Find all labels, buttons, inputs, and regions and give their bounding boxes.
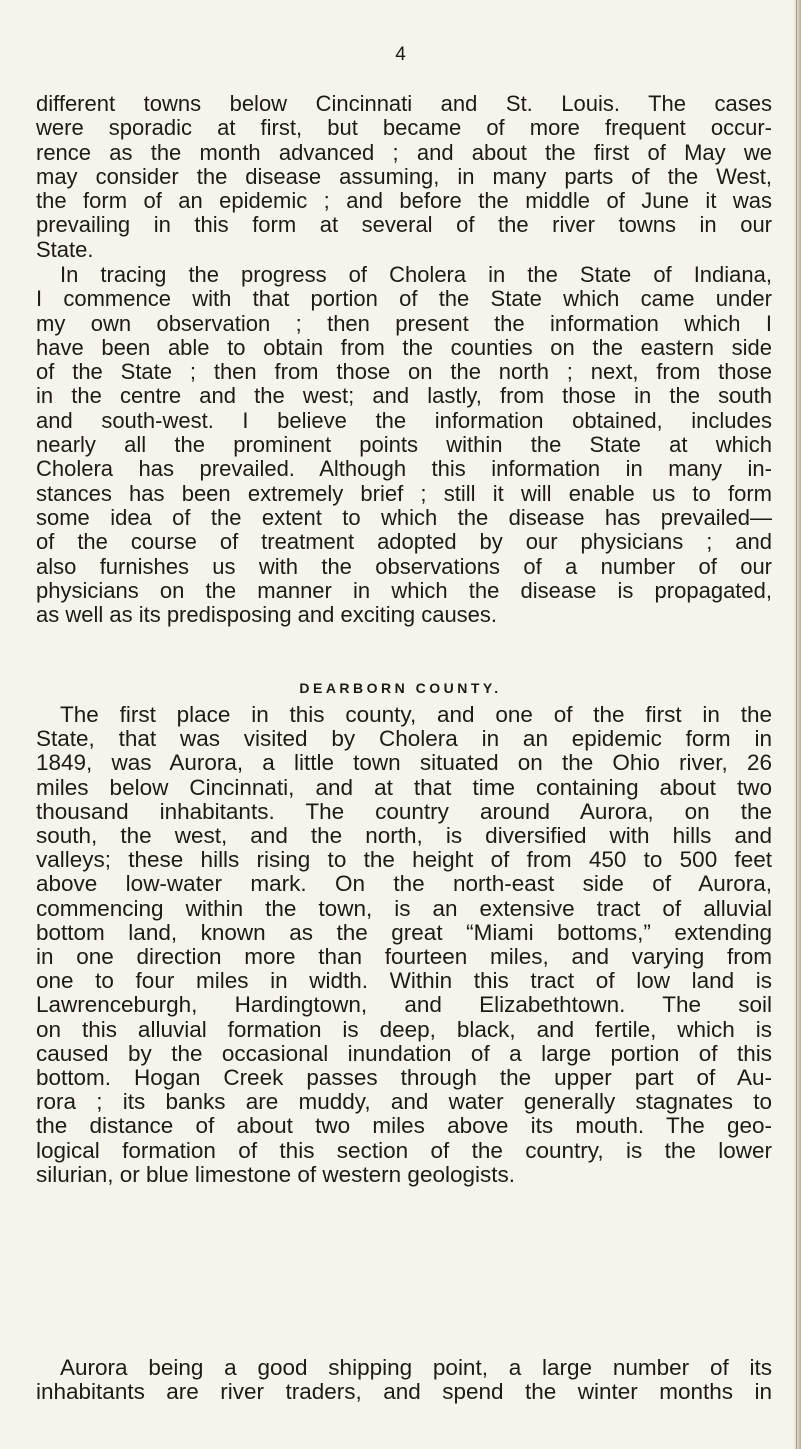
text-line: south, the west, and the north, is diversified with hills and bbox=[36, 823, 772, 849]
text-line: on this alluvial formation is deep, black, and fertile, which is bbox=[36, 1016, 772, 1042]
text-line: the distance of about two miles above its mouth. The geo- bbox=[36, 1113, 772, 1139]
page-edge-shadow bbox=[793, 0, 801, 1449]
text-line: prevailing in this form at several of the river towns in our bbox=[36, 212, 772, 238]
text-line: in the centre and the west; and lastly, from those in the south bbox=[36, 383, 772, 409]
page-edge-line bbox=[796, 0, 797, 1449]
text-line: logical formation of this section of the country, is the lower bbox=[36, 1137, 772, 1163]
text-line: have been able to obtain from the counties on the eastern side bbox=[36, 334, 772, 360]
text-line: Aurora being a good shipping point, a large number of its bbox=[60, 1355, 772, 1380]
paragraph-aurora-description bbox=[36, 703, 772, 1187]
paragraph-tracing-progress bbox=[36, 263, 772, 627]
text-line: my own observation ; then present the information which I bbox=[36, 310, 772, 336]
text-line: one to four miles in width. Within this tract of low land is bbox=[36, 968, 772, 994]
text-line: silurian, or blue limestone of western geologists. bbox=[36, 1161, 515, 1187]
text-line: and south-west. I believe the information obtained, includes bbox=[36, 407, 772, 433]
text-line: were sporadic at first, but became of more frequent occur- bbox=[36, 115, 772, 141]
text-line: bottom. Hogan Creek passes through the upper part of Au- bbox=[36, 1065, 772, 1091]
text-line: thousand inhabitants. The country around Aurora, on the bbox=[36, 798, 772, 824]
text-line: may consider the disease assuming, in many parts of the West, bbox=[36, 163, 772, 189]
text-line: Lawrenceburgh, Hardingtown, and Elizabethtown. The soil bbox=[36, 992, 772, 1018]
text-line: some idea of the extent to which the disease has prevailed— bbox=[36, 504, 772, 530]
text-line: the form of an epidemic ; and before the middle of June it was bbox=[36, 188, 772, 214]
text-line: of the course of treatment adopted by our physicians ; and bbox=[36, 529, 772, 555]
text-line: valleys; these hills rising to the height of from 450 to 500 feet bbox=[36, 847, 772, 873]
text-line: State, that was visited by Cholera in an epidemic form in bbox=[36, 726, 772, 752]
text-line: I commence with that portion of the State which came under bbox=[36, 286, 772, 312]
paragraph-continuation bbox=[36, 92, 772, 262]
text-line: of the State ; then from those on the north ; next, from those bbox=[36, 359, 772, 385]
text-line: commencing within the town, is an extensive tract of alluvial bbox=[36, 895, 772, 921]
text-line: above low-water mark. On the north-east side of Aurora, bbox=[36, 871, 772, 897]
text-line: inhabitants are river traders, and spend the winter months in bbox=[36, 1379, 772, 1405]
text-line: caused by the occasional inundation of a large portion of this bbox=[36, 1040, 772, 1066]
text-line: The first place in this county, and one of the first in the bbox=[60, 702, 772, 727]
paragraph-shipping-point bbox=[36, 1356, 772, 1404]
text-line: nearly all the prominent points within the State at which bbox=[36, 432, 772, 458]
page-number: 4 bbox=[395, 44, 406, 65]
text-line: 1849, was Aurora, a little town situated on the Ohio river, 26 bbox=[36, 750, 772, 776]
text-line: miles below Cincinnati, and at that time containing about two bbox=[36, 774, 772, 800]
text-line: as well as its predisposing and exciting causes. bbox=[36, 602, 498, 628]
text-line: Cholera has prevailed. Although this information in many in- bbox=[36, 456, 772, 482]
text-line: rence as the month advanced ; and about the first of May we bbox=[36, 139, 772, 165]
text-line: State. bbox=[36, 236, 94, 262]
text-line: different towns below Cincinnati and St. Louis. The cases bbox=[36, 91, 772, 116]
text-line: physicians on the manner in which the disease is propagated, bbox=[36, 577, 772, 603]
text-line: In tracing the progress of Cholera in the State of Indiana, bbox=[60, 262, 772, 287]
text-line: in one direction more than fourteen miles, and varying from bbox=[36, 944, 772, 970]
text-line: stances has been extremely brief ; still it will enable us to form bbox=[36, 480, 772, 506]
section-heading-dearborn-county: DEARBORN COUNTY. bbox=[299, 680, 502, 696]
text-line: bottom land, known as the great “Miami bottoms,” extending bbox=[36, 919, 772, 945]
text-line: rora ; its banks are muddy, and water generally stagnates to bbox=[36, 1089, 772, 1115]
text-line: also furnishes us with the observations of a number of our bbox=[36, 553, 772, 579]
